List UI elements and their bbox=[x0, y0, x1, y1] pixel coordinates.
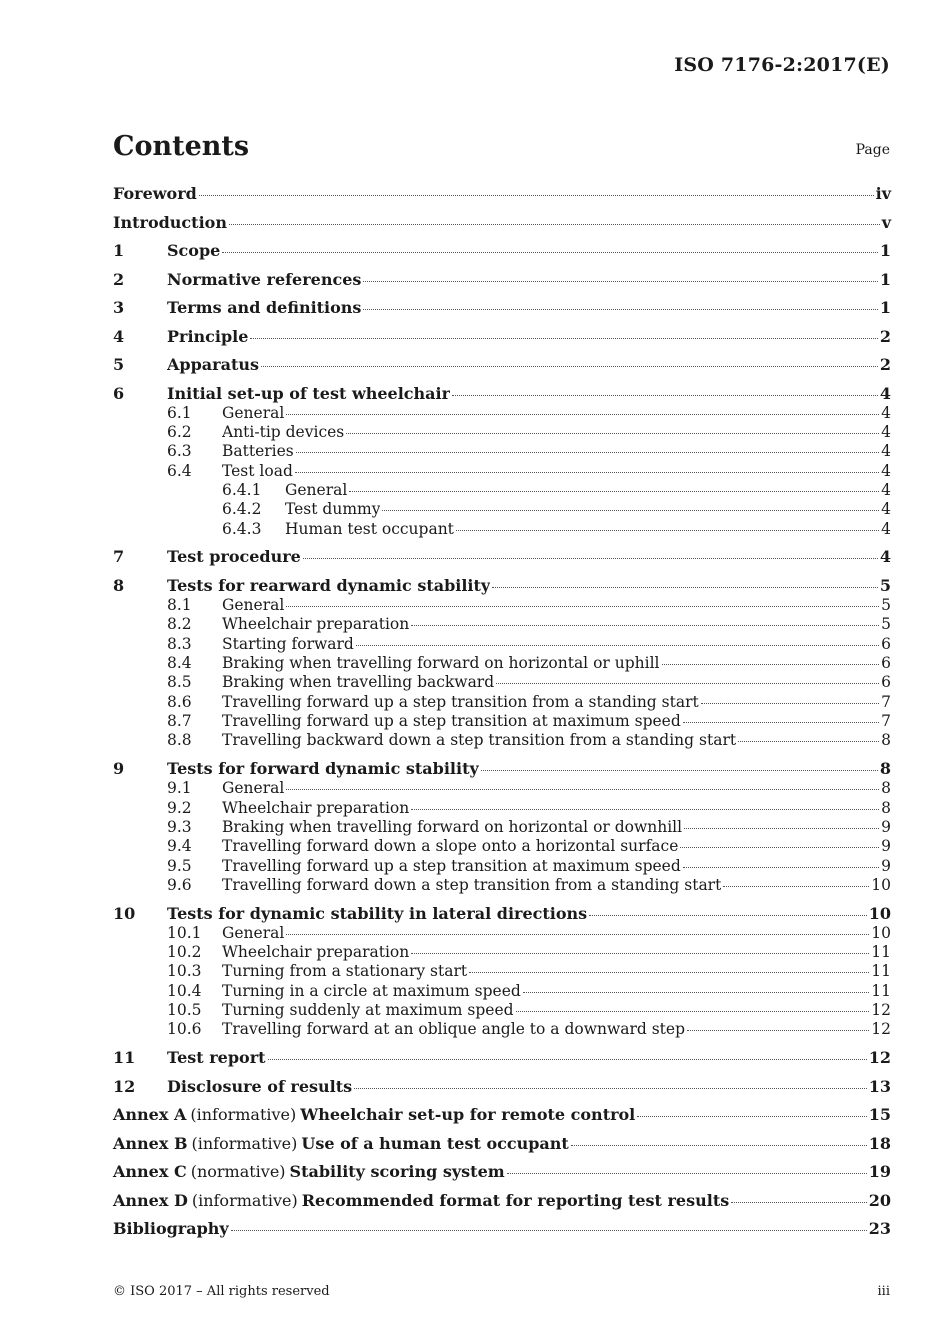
toc-entry-number: 8 bbox=[113, 575, 125, 595]
toc-entry-page: 15 bbox=[868, 1105, 891, 1125]
toc-entry-page: 4 bbox=[881, 480, 891, 499]
toc-entry-number: 6.3 bbox=[167, 442, 192, 461]
toc-entry-page: 5 bbox=[879, 575, 891, 595]
toc-entry-title: Travelling forward down a step transition from a standing start bbox=[222, 875, 722, 894]
toc-entry[interactable] bbox=[113, 520, 891, 539]
toc-entry-title: Apparatus bbox=[167, 355, 259, 374]
toc-entry-title: Wheelchair preparation bbox=[222, 943, 410, 962]
toc-entry-number: 12 bbox=[113, 1076, 136, 1096]
toc-entry[interactable] bbox=[113, 1001, 891, 1020]
toc-entry-number: 9.1 bbox=[167, 779, 192, 798]
toc-entry[interactable] bbox=[113, 500, 891, 519]
toc-entry-page: 5 bbox=[881, 595, 891, 614]
annex-type: (informative) bbox=[190, 1105, 297, 1125]
annex-label: Annex C bbox=[113, 1162, 187, 1182]
toc-entry[interactable] bbox=[113, 355, 891, 375]
toc-entry[interactable] bbox=[113, 213, 891, 233]
toc-entry-page: 6 bbox=[881, 653, 891, 672]
toc-entry-title: Disclosure of results bbox=[167, 1076, 353, 1096]
toc-entry-title: Travelling forward up a step transition from a standing start bbox=[222, 692, 699, 711]
dot-leader bbox=[231, 1229, 867, 1231]
toc-entry-number: 10.5 bbox=[167, 1001, 202, 1020]
dot-leader bbox=[492, 586, 878, 588]
toc-entry-title: Travelling forward up a step transition at maximum speed bbox=[222, 711, 681, 730]
toc-entry-title: General bbox=[285, 480, 348, 499]
annex-label: Annex D bbox=[113, 1190, 188, 1210]
dot-leader bbox=[684, 827, 879, 829]
toc-entry-title: Braking when travelling backward bbox=[222, 673, 495, 692]
toc-entry-title: Test procedure bbox=[167, 547, 301, 567]
dot-leader bbox=[250, 337, 877, 339]
toc-entry-page: 7 bbox=[881, 692, 891, 711]
toc-entry[interactable] bbox=[113, 731, 891, 750]
toc-entry-number: 6.4.2 bbox=[222, 500, 262, 519]
toc-entry-title: Braking when travelling forward on horizontal or uphill bbox=[222, 653, 660, 672]
dot-leader bbox=[516, 1010, 870, 1012]
toc-entry-title: Introduction bbox=[113, 212, 227, 232]
toc-entry-page: 5 bbox=[881, 615, 891, 634]
dot-leader bbox=[286, 933, 869, 935]
toc-entry-title: Human test occupant bbox=[285, 519, 454, 538]
toc-entry-page: 11 bbox=[871, 962, 891, 981]
toc-entry-number: 2 bbox=[113, 269, 125, 289]
dot-leader bbox=[738, 740, 879, 742]
toc-entry-page: 2 bbox=[879, 355, 891, 374]
toc-entry-page: 2 bbox=[879, 326, 891, 346]
toc-entry[interactable] bbox=[113, 576, 891, 596]
toc-entry-page: 8 bbox=[879, 759, 891, 779]
toc-entry-page: 10 bbox=[868, 903, 891, 923]
toc-entry-number: 9 bbox=[113, 759, 125, 779]
toc-entry-title: Turning in a circle at maximum speed bbox=[222, 981, 521, 1000]
toc-entry-number: 6 bbox=[113, 383, 125, 403]
toc-entry-page: v bbox=[881, 212, 891, 232]
toc-entry[interactable] bbox=[113, 712, 891, 731]
toc-entry-number: 10.1 bbox=[167, 923, 202, 942]
toc-entry-title: Turning suddenly at maximum speed bbox=[222, 1001, 514, 1020]
toc-entry[interactable] bbox=[113, 857, 891, 876]
toc-entry-title: Tests for forward dynamic stability bbox=[167, 759, 479, 779]
toc-entry-page: 10 bbox=[871, 875, 891, 894]
toc-entry[interactable] bbox=[113, 982, 891, 1001]
toc-entry[interactable] bbox=[113, 327, 891, 347]
toc-entry[interactable] bbox=[113, 818, 891, 837]
annex-type: (informative) bbox=[191, 1190, 298, 1210]
dot-leader bbox=[680, 846, 879, 848]
toc-entry-number: 9.6 bbox=[167, 875, 192, 894]
toc-entry-number: 10.2 bbox=[167, 943, 202, 962]
toc-entry[interactable] bbox=[113, 962, 891, 981]
toc-entry-page: 1 bbox=[879, 241, 891, 260]
toc-entry-title: Wheelchair set-up for remote control bbox=[300, 1105, 636, 1125]
dot-leader bbox=[363, 308, 877, 310]
toc-entry[interactable] bbox=[113, 1020, 891, 1039]
toc-annex-entry[interactable] bbox=[113, 1105, 891, 1125]
toc-entry-number: 8.4 bbox=[167, 653, 192, 672]
toc-entry-page: 18 bbox=[868, 1133, 891, 1153]
toc-entry-number: 10.3 bbox=[167, 962, 202, 981]
toc-entry-page: 4 bbox=[879, 547, 891, 567]
toc-entry-title: General bbox=[222, 595, 285, 614]
page-number: iii bbox=[877, 1284, 890, 1299]
toc-entry[interactable] bbox=[113, 404, 891, 423]
toc-entry-title: Test load bbox=[222, 461, 293, 480]
dot-leader bbox=[683, 866, 879, 868]
toc-entry[interactable] bbox=[113, 837, 891, 856]
toc-entry-page: 8 bbox=[881, 798, 891, 817]
toc-entry[interactable] bbox=[113, 615, 891, 634]
toc-entry[interactable] bbox=[113, 298, 891, 318]
dot-leader bbox=[356, 644, 879, 646]
toc-entry-number: 9.4 bbox=[167, 837, 192, 856]
toc-entry-title: Bibliography bbox=[113, 1219, 229, 1239]
dot-leader bbox=[222, 251, 878, 253]
dot-leader bbox=[683, 721, 879, 723]
toc-entry-page: 8 bbox=[881, 779, 891, 798]
toc-entry-title: Batteries bbox=[222, 442, 294, 461]
dot-leader bbox=[723, 885, 869, 887]
toc-entry[interactable] bbox=[113, 943, 891, 962]
toc-entry-title: Starting forward bbox=[222, 634, 354, 653]
dot-leader bbox=[199, 194, 874, 196]
toc-entry-page: 4 bbox=[881, 422, 891, 441]
dot-leader bbox=[571, 1144, 867, 1146]
toc-entry-number: 6.1 bbox=[167, 403, 192, 422]
toc-entry-title: Anti-tip devices bbox=[222, 422, 345, 441]
toc-entry-title: Initial set-up of test wheelchair bbox=[167, 383, 451, 403]
annex-heading bbox=[113, 1134, 301, 1154]
toc-entry-title: Turning from a stationary start bbox=[222, 962, 468, 981]
dot-leader bbox=[229, 223, 880, 225]
dot-leader bbox=[382, 509, 879, 511]
toc-entry-number: 9.5 bbox=[167, 856, 192, 875]
toc-entry-number: 7 bbox=[113, 547, 125, 567]
toc-annex-entry[interactable] bbox=[113, 1162, 891, 1182]
toc-entry-page: 9 bbox=[881, 817, 891, 836]
toc-entry-title: Recommended format for reporting test results bbox=[301, 1190, 730, 1210]
toc-entry-page: 12 bbox=[868, 1048, 891, 1068]
toc-entry-title: Travelling forward up a step transition at maximum speed bbox=[222, 856, 681, 875]
toc-entry-page: 6 bbox=[881, 673, 891, 692]
toc-entry-number: 5 bbox=[113, 355, 125, 374]
toc-annex-entry[interactable] bbox=[113, 1191, 891, 1211]
toc-entry-page: 1 bbox=[879, 298, 891, 317]
toc-entry-page: 4 bbox=[881, 519, 891, 538]
dot-leader bbox=[303, 557, 878, 559]
toc-entry-title: Foreword bbox=[113, 184, 197, 203]
toc-entry-page: 9 bbox=[881, 856, 891, 875]
toc-entry-number: 11 bbox=[113, 1048, 136, 1068]
toc-entry[interactable] bbox=[113, 904, 891, 924]
toc-entry-title: Braking when travelling forward on horizontal or downhill bbox=[222, 817, 683, 836]
toc-entry-number: 1 bbox=[113, 241, 125, 260]
toc-entry-page: 9 bbox=[881, 837, 891, 856]
toc-entry-title: Terms and definitions bbox=[167, 298, 362, 317]
toc-entry-number: 8.6 bbox=[167, 692, 192, 711]
toc-entry-page: 12 bbox=[871, 1001, 891, 1020]
toc-entry[interactable] bbox=[113, 799, 891, 818]
dot-leader bbox=[662, 663, 880, 665]
dot-leader bbox=[496, 682, 879, 684]
toc-entry-title: Stability scoring system bbox=[289, 1162, 505, 1182]
toc-entry[interactable] bbox=[113, 596, 891, 615]
toc-entry[interactable] bbox=[113, 442, 891, 461]
toc-entry-title: Principle bbox=[167, 326, 249, 346]
annex-type: (normative) bbox=[190, 1162, 286, 1182]
dot-leader bbox=[286, 788, 879, 790]
dot-leader bbox=[411, 624, 879, 626]
dot-leader bbox=[687, 1029, 869, 1031]
dot-leader bbox=[363, 280, 877, 282]
toc-entry[interactable] bbox=[113, 270, 891, 290]
toc-entry-title: General bbox=[222, 403, 285, 422]
toc-entry[interactable] bbox=[113, 759, 891, 779]
dot-leader bbox=[346, 432, 879, 434]
annex-type: (informative) bbox=[191, 1133, 298, 1153]
dot-leader bbox=[523, 991, 869, 993]
toc-entry-title: Travelling forward down a slope onto a horizontal surface bbox=[222, 837, 679, 856]
toc-entry-number: 6.4 bbox=[167, 461, 192, 480]
dot-leader bbox=[286, 605, 879, 607]
annex-label: Annex B bbox=[113, 1133, 188, 1153]
toc-entry[interactable] bbox=[113, 423, 891, 442]
dot-leader bbox=[589, 914, 867, 916]
dot-leader bbox=[731, 1201, 867, 1203]
toc-entry-number: 9.3 bbox=[167, 817, 192, 836]
toc-entry-title: Test dummy bbox=[285, 500, 381, 519]
toc-entry-page: 8 bbox=[881, 731, 891, 750]
dot-leader bbox=[295, 471, 879, 473]
toc-entry-number: 10.4 bbox=[167, 981, 202, 1000]
dot-leader bbox=[701, 702, 879, 704]
toc-entry[interactable] bbox=[113, 1219, 891, 1239]
table-of-contents bbox=[113, 184, 891, 1239]
dot-leader bbox=[349, 490, 879, 492]
toc-entry[interactable] bbox=[113, 241, 891, 261]
dot-leader bbox=[411, 952, 869, 954]
toc-entry-page: 19 bbox=[868, 1162, 891, 1182]
toc-entry[interactable] bbox=[113, 1048, 891, 1068]
toc-entry[interactable] bbox=[113, 654, 891, 673]
toc-entry[interactable] bbox=[113, 547, 891, 567]
toc-entry-page: 4 bbox=[881, 403, 891, 422]
dot-leader bbox=[296, 451, 879, 453]
toc-entry-number: 8.8 bbox=[167, 731, 192, 750]
toc-entry-title: Travelling forward at an oblique angle to a downward step bbox=[222, 1020, 685, 1039]
dot-leader bbox=[481, 769, 878, 771]
toc-entry-title: Scope bbox=[167, 241, 221, 260]
toc-entry-page: 7 bbox=[881, 711, 891, 730]
toc-entry-page: 12 bbox=[871, 1020, 891, 1039]
toc-entry-page: 4 bbox=[881, 500, 891, 519]
toc-entry-number: 6.4.3 bbox=[222, 519, 262, 538]
toc-entry[interactable] bbox=[113, 693, 891, 712]
toc-entry-page: 4 bbox=[881, 461, 891, 480]
toc-entry-page: 6 bbox=[881, 634, 891, 653]
toc-entry[interactable] bbox=[113, 635, 891, 654]
toc-entry-number: 8.3 bbox=[167, 634, 192, 653]
toc-entry-title: Test report bbox=[167, 1048, 266, 1068]
page-title: Contents bbox=[113, 131, 250, 162]
toc-entry[interactable] bbox=[113, 779, 891, 798]
toc-entry-page: 11 bbox=[871, 981, 891, 1000]
toc-entry-title: Travelling backward down a step transition from a standing start bbox=[222, 731, 737, 750]
toc-entry-title: Normative references bbox=[167, 269, 362, 289]
toc-entry[interactable] bbox=[113, 876, 891, 895]
toc-entry-number: 10 bbox=[113, 903, 136, 923]
toc-entry-number: 8.5 bbox=[167, 673, 192, 692]
toc-entry[interactable] bbox=[113, 462, 891, 481]
toc-entry-number: 9.2 bbox=[167, 798, 192, 817]
toc-entry[interactable] bbox=[113, 384, 891, 404]
toc-entry-page: 1 bbox=[879, 269, 891, 289]
toc-entry-page: 4 bbox=[879, 383, 891, 403]
toc-entry[interactable] bbox=[113, 184, 891, 204]
toc-entry[interactable] bbox=[113, 481, 891, 500]
annex-heading bbox=[113, 1105, 300, 1125]
toc-entry-title: General bbox=[222, 779, 285, 798]
dot-leader bbox=[452, 394, 878, 396]
toc-entry-number: 6.4.1 bbox=[222, 480, 262, 499]
toc-entry-number: 8.7 bbox=[167, 711, 192, 730]
annex-heading bbox=[113, 1162, 290, 1182]
toc-entry-page: 10 bbox=[871, 923, 891, 942]
toc-entry-title: Tests for rearward dynamic stability bbox=[167, 575, 491, 595]
dot-leader bbox=[286, 413, 879, 415]
toc-entry-number: 8.1 bbox=[167, 595, 192, 614]
toc-entry-page: 20 bbox=[868, 1190, 891, 1210]
toc-annex-entry[interactable] bbox=[113, 1134, 891, 1154]
dot-leader bbox=[469, 971, 869, 973]
toc-entry-title: Wheelchair preparation bbox=[222, 798, 410, 817]
toc-entry-page: iv bbox=[875, 184, 891, 203]
page-column-label: Page bbox=[855, 142, 890, 158]
dot-leader bbox=[456, 529, 879, 531]
toc-entry-number: 3 bbox=[113, 298, 125, 317]
toc-entry-title: Tests for dynamic stability in lateral directions bbox=[167, 903, 588, 923]
annex-label: Annex A bbox=[113, 1105, 187, 1125]
dot-leader bbox=[637, 1115, 866, 1117]
annex-heading bbox=[113, 1191, 302, 1211]
toc-entry-number: 10.6 bbox=[167, 1020, 202, 1039]
toc-entry-page: 23 bbox=[868, 1219, 891, 1239]
document-id: ISO 7176-2:2017(E) bbox=[674, 54, 890, 76]
toc-entry-page: 13 bbox=[868, 1076, 891, 1096]
dot-leader bbox=[261, 365, 878, 367]
toc-entry-title: Use of a human test occupant bbox=[301, 1133, 569, 1153]
toc-entry-title: General bbox=[222, 923, 285, 942]
toc-entry-title: Wheelchair preparation bbox=[222, 615, 410, 634]
dot-leader bbox=[268, 1058, 867, 1060]
toc-entry-number: 6.2 bbox=[167, 422, 192, 441]
toc-entry[interactable] bbox=[113, 673, 891, 692]
dot-leader bbox=[354, 1087, 867, 1089]
toc-entry[interactable] bbox=[113, 924, 891, 943]
toc-entry-page: 11 bbox=[871, 943, 891, 962]
toc-entry-number: 8.2 bbox=[167, 615, 192, 634]
dot-leader bbox=[411, 808, 879, 810]
dot-leader bbox=[507, 1172, 867, 1174]
copyright-notice: © ISO 2017 – All rights reserved bbox=[113, 1284, 330, 1299]
toc-entry-page: 4 bbox=[881, 442, 891, 461]
toc-entry-number: 4 bbox=[113, 326, 125, 346]
toc-entry[interactable] bbox=[113, 1077, 891, 1097]
